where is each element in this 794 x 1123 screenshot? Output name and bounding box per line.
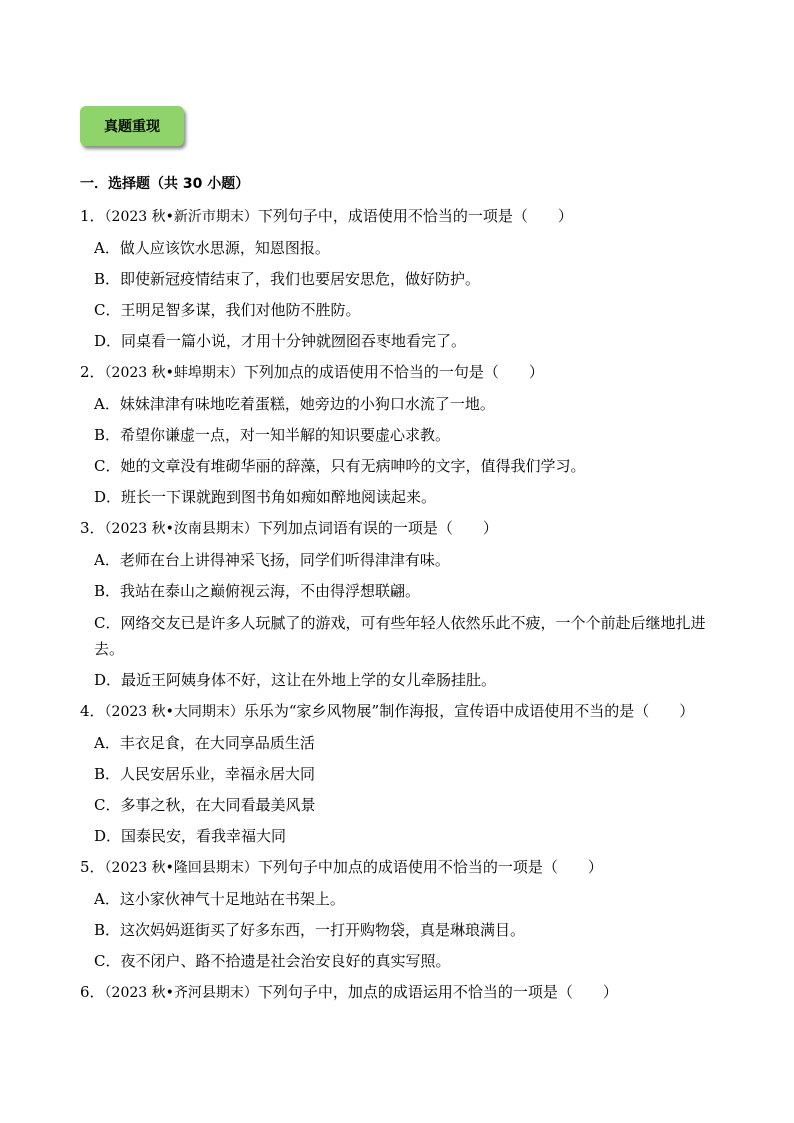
question-source: （2023 秋•新沂市期末）: [104, 209, 258, 225]
question-number: 4．: [80, 702, 105, 720]
question-stem: [80, 513, 720, 545]
section-badge-label: 真题重现: [104, 119, 160, 135]
option-b: B．这次妈妈逛街买了好多东西，一打开购物袋，真是琳琅满目。: [94, 921, 526, 939]
option-d: D．同桌看一篇小说，才用十分钟就囫囵吞枣地看完了。: [94, 332, 467, 350]
question-source: （2023 秋•汝南县期末）: [104, 521, 258, 537]
section-title: 一．选择题（共 30 小题）: [80, 176, 250, 192]
section-badge: [80, 106, 184, 146]
option-a: A．做人应该饮水思源，知恩图报。: [94, 239, 330, 257]
question-number: 2．: [80, 363, 105, 381]
option-c: C．王明足智多谋，我们对他防不胜防。: [94, 301, 361, 319]
option-b: B．希望你谦虚一点，对一知半解的知识要虚心求教。: [94, 426, 451, 444]
option-d: D．最近王阿姨身体不好，这让在外地上学的女儿牵肠挂肚。: [94, 671, 497, 689]
question-stem: [80, 696, 720, 728]
option-d: D．国泰民安，看我幸福大同: [94, 827, 287, 845]
option-b: B．我站在泰山之巅俯视云海，不由得浮想联翩。: [94, 582, 421, 600]
question-text: 下列句子中，成语使用不恰当的一项是（ ）: [257, 207, 573, 225]
option-b: B．即使新冠疫情结束了，我们也要居安思危，做好防护。: [94, 270, 481, 288]
question-text: 下列句子中加点的成语使用不恰当的一项是（ ）: [257, 858, 603, 876]
question-stem: [80, 201, 720, 233]
option-d: D．班长一下课就跑到图书角如痴如醉地阅读起来。: [94, 488, 437, 506]
question-number: 3．: [80, 519, 105, 537]
question-source: （2023 秋•大同期末）: [104, 704, 244, 720]
question-text: 下列句子中，加点的成语运用不恰当的一项是（ ）: [257, 983, 618, 1001]
question-number: 6．: [80, 983, 105, 1001]
question-stem: [80, 357, 720, 389]
option-a: A．这小家伙神气十足地站在书架上。: [94, 890, 345, 908]
question-number: 1．: [80, 207, 105, 225]
option-c: C．她的文章没有堆砌华丽的辞藻，只有无病呻吟的文字，值得我们学习。: [94, 457, 586, 475]
question-source: （2023 秋•隆回县期末）: [104, 860, 258, 876]
option-a: A．老师在台上讲得神采飞扬，同学们听得津津有味。: [94, 551, 450, 569]
question-text: 下列加点的成语使用不恰当的一句是（ ）: [243, 363, 544, 381]
option-a: A．妹妹津津有味地吃着蛋糕，她旁边的小狗口水流了一地。: [94, 395, 495, 413]
question-number: 5．: [80, 858, 105, 876]
option-a: A．丰衣足食，在大同享品质生活: [94, 734, 315, 752]
option-b: B．人民安居乐业，幸福永居大同: [94, 765, 316, 783]
question-stem: [80, 852, 720, 884]
question-list: [80, 201, 720, 1009]
question-source: （2023 秋•齐河县期末）: [104, 985, 258, 1001]
question-source: （2023 秋•蚌埠期末）: [104, 365, 244, 381]
question-text: 乐乐为“家乡风物展”制作海报，宣传语中成语使用不当的是（ ）: [243, 702, 695, 720]
option-c: C．网络交友已是许多人玩腻了的游戏，可有些年轻人依然乐此不疲，一个个前赴后继地扎进去。: [94, 614, 706, 658]
option-c: C．多事之秋，在大同看最美风景: [94, 796, 316, 814]
question-text: 下列加点词语有误的一项是（ ）: [257, 519, 498, 537]
question-stem: [80, 977, 720, 1009]
option-c: C．夜不闭户、路不拾遗是社会治安良好的真实写照。: [94, 952, 451, 970]
